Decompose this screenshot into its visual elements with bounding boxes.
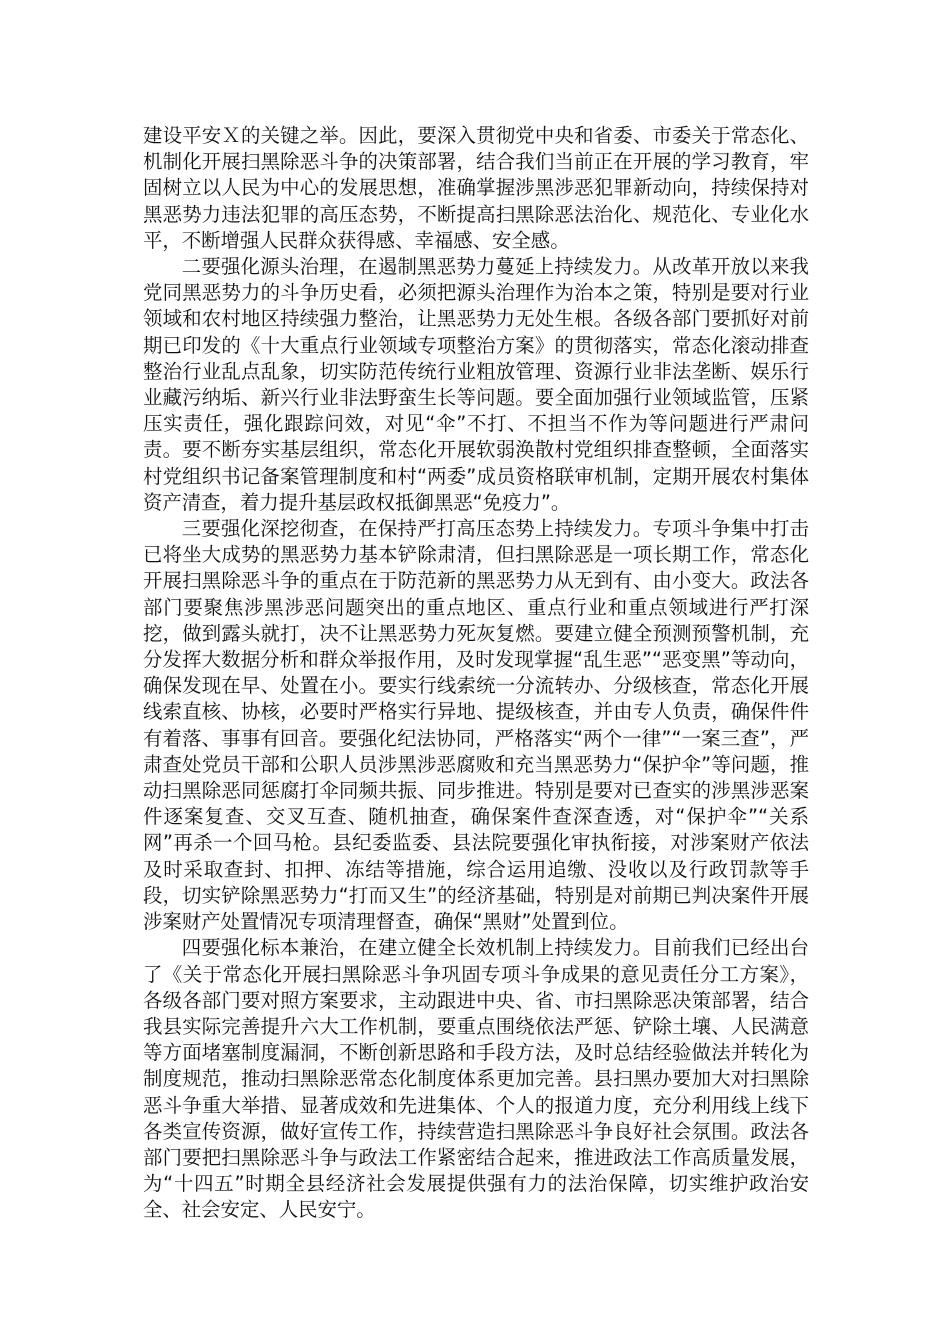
paragraph-thorough-investigation: 三要强化深挖彻查，在保持严打高压态势上持续发力。专项斗争集中打击已将坐大成势的黑恶势力基本铲除肃清，但扫黑除恶是一项长期工作，常态化开展扫黑除恶斗争的重点在于防范新的黑恶势力从无到有、由小变大。政法各部门要聚焦涉黑涉恶问题突出的重点地区、重点行业和重点领域进行严打深挖，做到露头就打，决不让黑恶势力死灰复燃。要建立健全预测预警机制，充分发挥大数据分析和群众举报作用，及时发现掌握“乱生恶”“恶变黑”等动向，确保发现在早、处置在小。要实行线索统一分流转办、分级核查，常态化开展线索直核、协核，必要时严格实行异地、提级核查，并由专人负责，确保件件有着落、事事有回音。要强化纪法协同，严格落实“两个一律”“一案三查”，严肃查处党员干部和公职人员涉黑涉恶腐败和充当黑恶势力“保护伞”等问题，推动扫黑除恶同惩腐打伞同频共振、同步推进。特别是要对已查实的涉黑涉恶案件逐案复查、交叉互查、随机抽查，确保案件查深查透，对“保护伞”“关系网”再杀一个回马枪。县纪委监委、县法院要强化审执衔接，对涉案财产依法及时采取查封、扣押、冻结等措施，综合运用追缴、没收以及行政罚款等手段，切实铲除黑恶势力“打而又生”的经济基础，特别是对前期已判决案件开展涉案财产处置情况专项清理督查，确保“黑财”处置到位。 bbox=[143, 517, 809, 934]
paragraph-source-governance: 二要强化源头治理，在遏制黑恶势力蔓延上持续发力。从改革开放以来我党同黑恶势力的斗争历史看，必须把源头治理作为治本之策，特别是要对行业领域和农村地区持续强力整治，让黑恶势力无处生根。各级各部门要抓好对前期已印发的《十大重点行业领域专项整治方案》的贯彻落实，常态化滚动排查整治行业乱点乱象，切实防范传统行业粗放管理、资源行业非法垄断、娱乐行业藏污纳垢、新兴行业非法野蛮生长等问题。要全面加强行业领域监管，压紧压实责任，强化跟踪问效，对见“伞”不打、不担当不作为等问题进行严肃问责。要不断夯实基层组织，常态化开展软弱涣散村党组织排查整顿，全面落实村党组织书记备案管理制度和村“两委”成员资格联审机制，定期开展农村集体资产清查，着力提升基层政权抵御黑恶“免疫力”。 bbox=[143, 255, 809, 514]
document-page bbox=[143, 123, 809, 1224]
paragraph-long-term-mechanism: 四要强化标本兼治，在建立健全长效机制上持续发力。目前我们已经出台了《关于常态化开展扫黑除恶斗争巩固专项斗争成果的意见责任分工方案》，各级各部门要对照方案要求，主动跟进中央、省、市扫黑除恶决策部署，结合我县实际完善提升六大工作机制，要重点围绕依法严惩、铲除土壤、人民满意等方面堵塞制度漏洞，不断创新思路和手段方法，及时总结经验做法并转化为制度规范，推动扫黑除恶常态化制度体系更加完善。县扫黑办要加大对扫黑除恶斗争重大举措、显著成效和先进集体、个人的报道力度，充分利用线上线下各类宣传资源，做好宣传工作，持续营造扫黑除恶斗争良好社会氛围。政法各部门要把扫黑除恶斗争与政法工作紧密结合起来，推进政法工作高质量发展，为“十四五”时期全县经济社会发展提供强有力的法治保障，切实维护政治安全、社会安定、人民安宁。 bbox=[143, 936, 809, 1222]
paragraph-continuation: 建设平安Ｘ的关键之举。因此，要深入贯彻党中央和省委、市委关于常态化、机制化开展扫黑除恶斗争的决策部署，结合我们当前正在开展的学习教育，牢固树立以人民为中心的发展思想，准确掌握涉黑涉恶犯罪新动向，持续保持对黑恶势力违法犯罪的高压态势，不断提高扫黑除恶法治化、规范化、专业化水平，不断增强人民群众获得感、幸福感、安全感。 bbox=[143, 124, 809, 252]
